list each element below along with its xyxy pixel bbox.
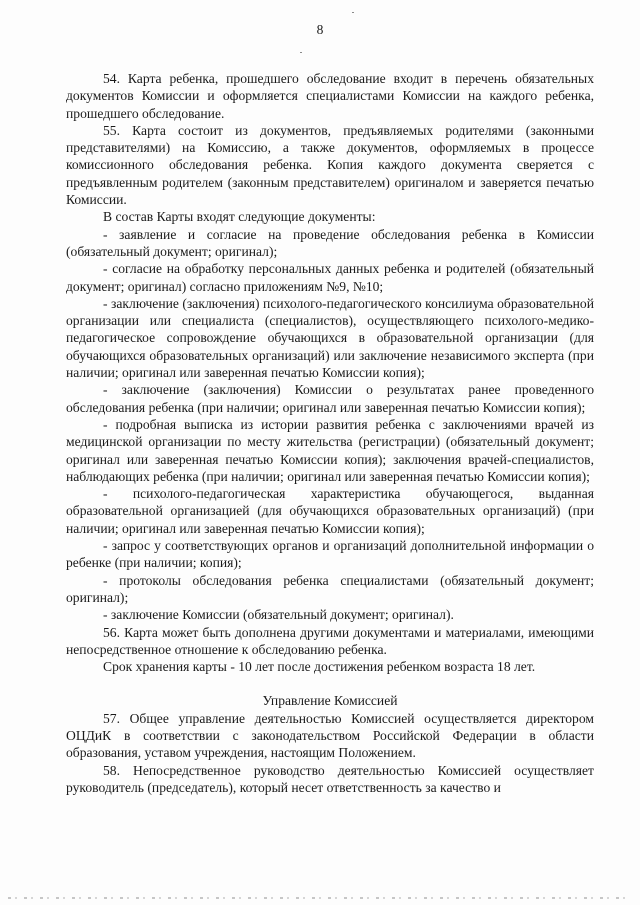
list-item: - согласие на обработку персональных данных ребенка и родителей (обязательный документ; оригинал) согласно приложениям №9, №10; xyxy=(66,261,594,294)
section-heading: Управление Комиссией xyxy=(262,693,398,709)
list-item: - протоколы обследования ребенка специалистами (обязательный документ; оригинал); xyxy=(66,572,594,605)
scan-speck xyxy=(300,52,302,53)
document-body xyxy=(66,70,594,796)
page-number: 8 xyxy=(316,22,324,37)
retention-note: Срок хранения карты - 10 лет после достижения ребенком возраста 18 лет. xyxy=(103,659,536,675)
paragraph-54: 54. Карта ребенка, прошедшего обследование входит в перечень обязательных документов Комиссии и оформляется специалистами Комиссии на каждого ребенка, прошедшего обследование. xyxy=(66,71,594,121)
list-item: - заключение (заключения) психолого-педагогического консилиума образовательной организации или специалиста (специалистов), осуществляющего психолого-медико-педагогическое сопровождение обучающихся в образовательной организации (для обучающихся образовательных организаций) или заключение независимого эксперта (при наличии; оригинал или заверенная печатью Комиссии копия); xyxy=(66,295,594,381)
list-intro: В состав Карты входят следующие документы: xyxy=(103,209,376,225)
scan-edge-noise xyxy=(8,897,632,899)
paragraph-58: 58. Непосредственное руководство деятельностью Комиссией осуществляет руководитель (председатель), который несет ответственность за качество и xyxy=(66,762,594,795)
paragraph-57: 57. Общее управление деятельностью Комиссией осуществляется директором ОЦДиК в соответствии с законодательством Российской Федерации в области образования, уставом учреждения, настоящим Положением. xyxy=(66,710,594,761)
scan-speck xyxy=(352,12,354,13)
list-item: - подробная выписка из истории развития ребенка с заключениями врачей из медицинской организации по месту жительства (регистрации) (обязательный документ; оригинал или заверенная печатью Комиссии копия); заключения врачей-специалистов, наблюдающих ребенка (при наличии; оригинал или заверенная печатью Комиссии копия); xyxy=(66,416,594,484)
list-item: - заключение Комиссии (обязательный документ; оригинал). xyxy=(103,607,454,623)
list-item: - психолого-педагогическая характеристика обучающегося, выданная образовательной организацией (для обучающихся образовательных организаций) (при наличии; оригинал или заверенная печатью Комиссии копия); xyxy=(66,486,594,536)
paragraph-55: 55. Карта состоит из документов, предъявляемых родителями (законными представителями) на Комиссию, а также документов, оформляемых в процессе комиссионного обследования ребенка. Копия каждого документа сверяется с предъявленным родителем (законным представителем) оригиналом и заверяется печатью Комиссии. xyxy=(66,122,594,208)
list-item: - запрос у соответствующих органов и организаций дополнительной информации о ребенке (при наличии; копия); xyxy=(66,538,594,571)
list-item: - заявление и согласие на проведение обследования ребенка в Комиссии (обязательный документ; оригинал); xyxy=(66,226,594,259)
paragraph-56: 56. Карта может быть дополнена другими документами и материалами, имеющими непосредственное отношение к обследованию ребенка. xyxy=(66,624,594,657)
list-item: - заключение (заключения) Комиссии о результатах ранее проведенного обследования ребенка (при наличии; оригинал или заверенная печатью Комиссии копия); xyxy=(66,382,594,415)
